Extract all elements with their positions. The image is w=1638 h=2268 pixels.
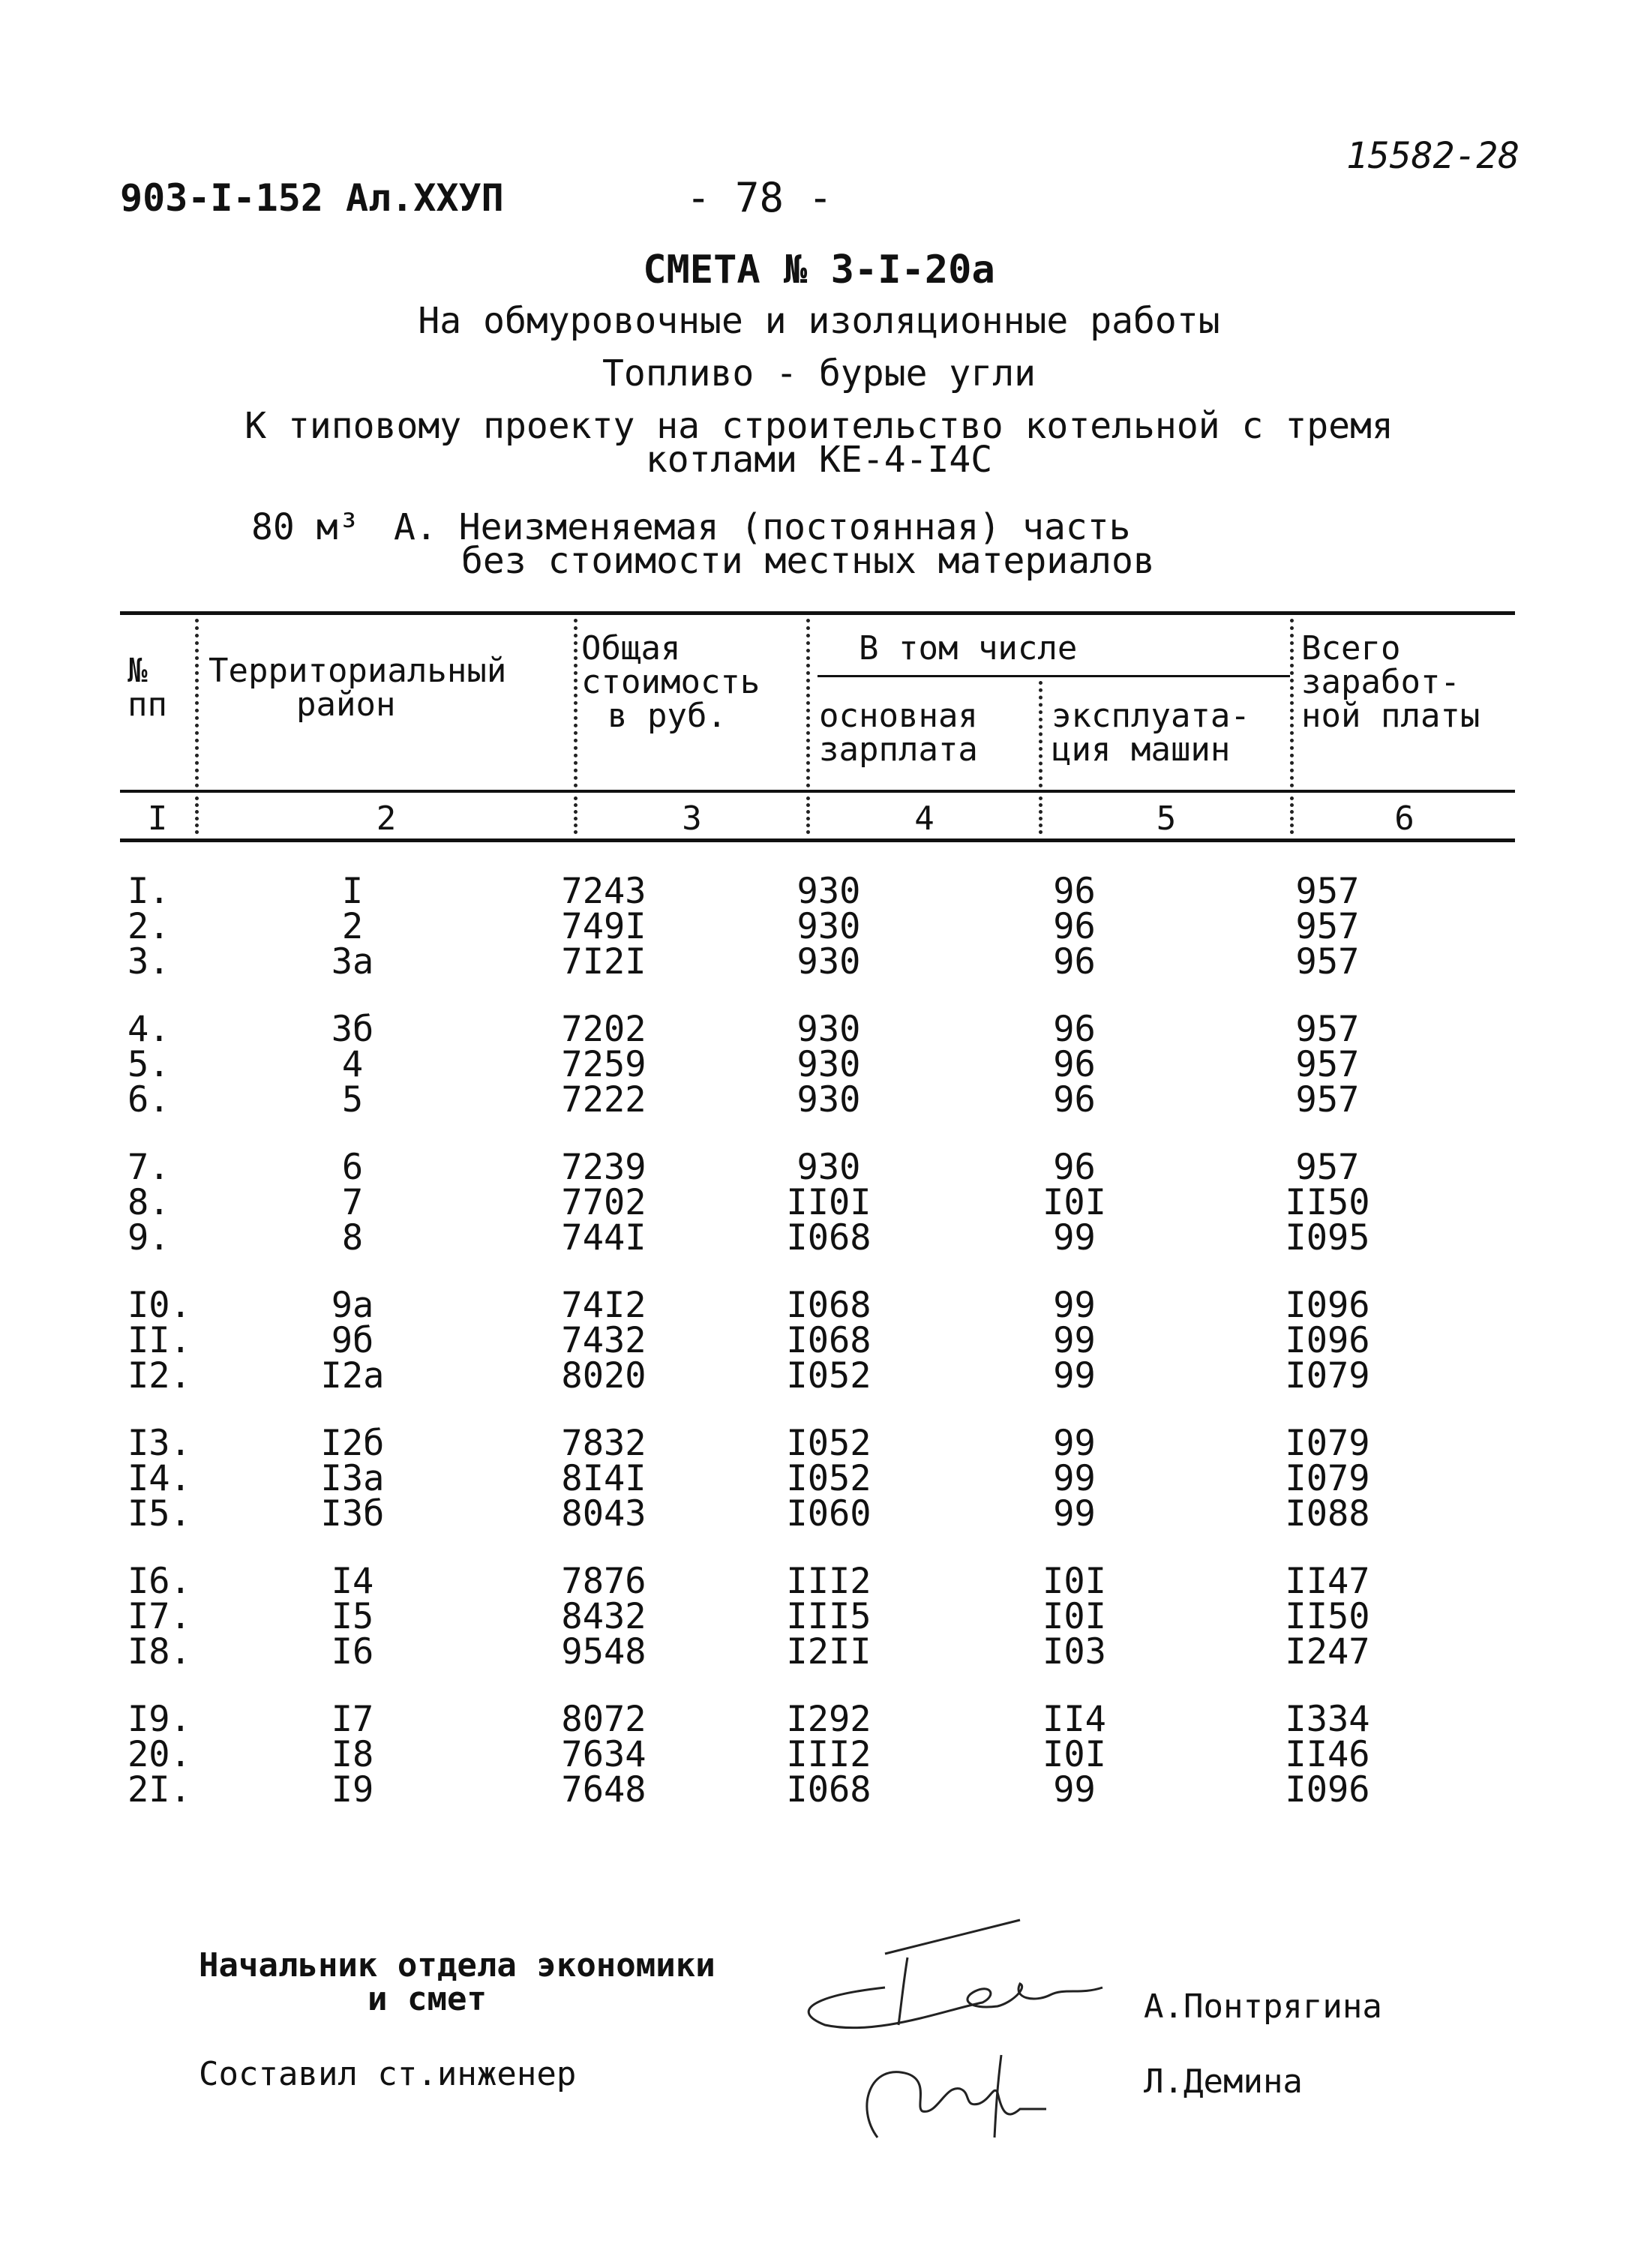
table-row (120, 1288, 1451, 1323)
title-line-2: Топливо - бурые угли (602, 352, 1036, 394)
total-cost-cell: 7876 (561, 1561, 646, 1602)
base-salary-cell: 930 (796, 906, 861, 947)
table-row (120, 1634, 1451, 1670)
document-code: 903-I-152 Ал.XXУП (120, 176, 504, 220)
footer-name-2: Л.Демина (1144, 2062, 1303, 2101)
total-cost-cell: 8020 (561, 1355, 646, 1396)
machine-cost-cell: I0I (1042, 1561, 1106, 1602)
base-salary-cell: I068 (786, 1769, 872, 1810)
territory-cell: 3а (331, 941, 374, 982)
machine-cost-cell: 96 (1053, 1009, 1096, 1050)
col-separator (806, 619, 810, 788)
total-cost-cell: 7634 (561, 1734, 646, 1775)
territory-cell: 4 (341, 1044, 364, 1085)
total-cost-cell: 7I2I (561, 941, 646, 982)
header-total-wages-2: заработ- (1301, 663, 1460, 701)
total-wages-cell: I334 (1285, 1699, 1370, 1740)
territory-cell: I7 (331, 1699, 374, 1740)
base-salary-cell: I060 (786, 1493, 872, 1534)
machine-cost-cell: 96 (1053, 1079, 1096, 1120)
total-wages-cell: I079 (1285, 1355, 1370, 1396)
territory-cell: I9 (331, 1769, 374, 1810)
header-bottom-rule (120, 790, 1515, 793)
table-row (120, 874, 1451, 909)
footer-role-1: Начальник отдела экономики (199, 1946, 716, 1984)
row-number: 5. (128, 1044, 170, 1085)
header-machine-operation-2: ция машин (1052, 730, 1231, 769)
header-no: № (128, 652, 148, 690)
col-number: 6 (1394, 800, 1414, 838)
total-cost-cell: 7222 (561, 1079, 646, 1120)
header-including: В том числе (859, 629, 1078, 668)
header-no-pp: пп (128, 686, 167, 724)
machine-cost-cell: II4 (1042, 1699, 1106, 1740)
table-row (120, 1150, 1451, 1185)
row-number: I0. (128, 1285, 191, 1326)
volume-label: 80 м³ (251, 506, 360, 548)
base-salary-cell: I292 (786, 1699, 872, 1740)
total-cost-cell: 7243 (561, 871, 646, 912)
header-territory: Территориальный (208, 652, 507, 690)
group-spacer (120, 1394, 1451, 1426)
total-wages-cell: 957 (1295, 941, 1360, 982)
row-number: I2. (128, 1355, 191, 1396)
col-separator (1290, 619, 1294, 788)
row-number: I. (128, 871, 170, 912)
row-number: I8. (128, 1631, 191, 1672)
territory-cell: 9а (331, 1285, 374, 1326)
header-total-cost-3: в руб. (608, 697, 727, 735)
total-wages-cell: 957 (1295, 1079, 1360, 1120)
total-cost-cell: 8043 (561, 1493, 646, 1534)
table-row (120, 1564, 1451, 1599)
base-salary-cell: III2 (786, 1561, 872, 1602)
machine-cost-cell: 99 (1053, 1458, 1096, 1499)
territory-cell: 2 (341, 906, 364, 947)
base-salary-cell: III5 (786, 1596, 872, 1637)
total-wages-cell: I079 (1285, 1423, 1370, 1464)
territory-cell: 3б (331, 1009, 374, 1050)
footer-name-1: А.Понтрягина (1144, 1988, 1382, 2026)
row-number: 2I. (128, 1769, 191, 1810)
total-wages-cell: 957 (1295, 871, 1360, 912)
total-wages-cell: 957 (1295, 906, 1360, 947)
group-spacer (120, 1256, 1451, 1288)
group-spacer (120, 1118, 1451, 1150)
territory-cell: I2а (320, 1355, 385, 1396)
machine-cost-cell: I0I (1042, 1734, 1106, 1775)
machine-cost-cell: 99 (1053, 1769, 1096, 1810)
table-row (120, 1702, 1451, 1737)
title-line-4: котлами КЕ-4-I4С (645, 439, 993, 481)
base-salary-cell: 930 (796, 1044, 861, 1085)
total-wages-cell: II50 (1285, 1596, 1370, 1637)
base-salary-cell: I052 (786, 1458, 872, 1499)
colnum-bottom-rule (120, 838, 1515, 842)
base-salary-cell: I052 (786, 1355, 872, 1396)
machine-cost-cell: 96 (1053, 871, 1096, 912)
territory-cell: 9б (331, 1320, 374, 1361)
row-number: 8. (128, 1182, 170, 1223)
base-salary-cell: III2 (786, 1734, 872, 1775)
total-wages-cell: 957 (1295, 1009, 1360, 1050)
territory-cell: 7 (341, 1182, 364, 1223)
machine-cost-cell: I0I (1042, 1182, 1106, 1223)
col-number: 5 (1156, 800, 1177, 838)
base-salary-cell: 930 (796, 1079, 861, 1120)
handwritten-number: 15582-28 (1346, 135, 1520, 177)
territory-cell: I4 (331, 1561, 374, 1602)
table-row (120, 1047, 1451, 1082)
row-number: I6. (128, 1561, 191, 1602)
row-number: I3. (128, 1423, 191, 1464)
table-top-rule (120, 611, 1515, 615)
row-number: 4. (128, 1009, 170, 1050)
total-cost-cell: 7702 (561, 1182, 646, 1223)
header-territory-2: район (296, 686, 396, 724)
base-salary-cell: II0I (786, 1182, 872, 1223)
total-cost-cell: 74I2 (561, 1285, 646, 1326)
total-cost-cell: 7239 (561, 1147, 646, 1188)
machine-cost-cell: I03 (1042, 1631, 1106, 1672)
total-wages-cell: I096 (1285, 1769, 1370, 1810)
machine-cost-cell: I0I (1042, 1596, 1106, 1637)
total-cost-cell: 7259 (561, 1044, 646, 1085)
table-row (120, 909, 1451, 944)
estimate-table (120, 871, 1451, 1810)
table-row (120, 1358, 1451, 1394)
table-row (120, 1737, 1451, 1772)
total-cost-cell: 8432 (561, 1596, 646, 1637)
territory-cell: I5 (331, 1596, 374, 1637)
base-salary-cell: I068 (786, 1217, 872, 1258)
territory-cell: I6 (331, 1631, 374, 1672)
territory-cell: 5 (341, 1079, 364, 1120)
title-line-3: К типовому проекту на строительство котельной с тремя (244, 405, 1394, 447)
table-row (120, 1461, 1451, 1496)
table-row (120, 944, 1451, 980)
machine-cost-cell: 99 (1053, 1355, 1096, 1396)
territory-cell: 8 (341, 1217, 364, 1258)
total-wages-cell: I079 (1285, 1458, 1370, 1499)
row-number: 2. (128, 906, 170, 947)
territory-cell: 6 (341, 1147, 364, 1188)
header-base-salary-2: зарплата (819, 730, 978, 769)
table-row (120, 1082, 1451, 1118)
total-cost-cell: 8I4I (561, 1458, 646, 1499)
table-row (120, 1323, 1451, 1358)
machine-cost-cell: 99 (1053, 1285, 1096, 1326)
group-spacer (120, 1532, 1451, 1564)
total-cost-cell: 749I (561, 906, 646, 947)
row-number: 20. (128, 1734, 191, 1775)
col-number: 4 (914, 800, 934, 838)
row-number: II. (128, 1320, 191, 1361)
total-wages-cell: I096 (1285, 1285, 1370, 1326)
total-wages-cell: I096 (1285, 1320, 1370, 1361)
machine-cost-cell: 96 (1053, 1147, 1096, 1188)
base-salary-cell: 930 (796, 1009, 861, 1050)
title-line-1: На обмуровочные и изоляционные работы (418, 300, 1220, 342)
machine-cost-cell: 96 (1053, 1044, 1096, 1085)
base-salary-cell: 930 (796, 941, 861, 982)
total-wages-cell: I095 (1285, 1217, 1370, 1258)
header-total-cost: Общая (581, 629, 681, 668)
machine-cost-cell: 96 (1053, 906, 1096, 947)
header-total-cost-2: стоимость (581, 663, 760, 701)
base-salary-cell: I2II (786, 1631, 872, 1672)
total-wages-cell: II47 (1285, 1561, 1370, 1602)
col-separator (195, 619, 199, 788)
total-cost-cell: 7202 (561, 1009, 646, 1050)
row-number: 6. (128, 1079, 170, 1120)
table-row (120, 1220, 1451, 1256)
base-salary-cell: I068 (786, 1320, 872, 1361)
total-cost-cell: 8072 (561, 1699, 646, 1740)
estimate-title: СМЕТА № 3-I-20а (643, 248, 995, 292)
total-wages-cell: 957 (1295, 1044, 1360, 1085)
row-number: 9. (128, 1217, 170, 1258)
table-row (120, 1772, 1451, 1808)
section-label: А. Неизменяемая (постоянная) часть (394, 506, 1131, 548)
machine-cost-cell: 99 (1053, 1217, 1096, 1258)
group-spacer (120, 980, 1451, 1012)
header-total-wages: Всего (1301, 629, 1401, 668)
total-wages-cell: 957 (1295, 1147, 1360, 1188)
total-wages-cell: I247 (1285, 1631, 1370, 1672)
total-cost-cell: 9548 (561, 1631, 646, 1672)
territory-cell: I2б (320, 1423, 385, 1464)
col-separator (574, 619, 578, 788)
row-number: I5. (128, 1493, 191, 1534)
page-number: - 78 - (686, 174, 833, 221)
col-number: 2 (376, 800, 397, 838)
table-row (120, 1185, 1451, 1220)
group-spacer (120, 1670, 1451, 1702)
base-salary-cell: I068 (786, 1285, 872, 1326)
table-row (120, 1599, 1451, 1634)
row-number: 3. (128, 941, 170, 982)
machine-cost-cell: 96 (1053, 941, 1096, 982)
base-salary-cell: 930 (796, 1147, 861, 1188)
table-row (120, 1496, 1451, 1532)
base-salary-cell: 930 (796, 871, 861, 912)
total-wages-cell: II46 (1285, 1734, 1370, 1775)
header-base-salary: основная (819, 697, 978, 735)
row-number: I9. (128, 1699, 191, 1740)
row-number: I7. (128, 1596, 191, 1637)
territory-cell: I3а (320, 1458, 385, 1499)
section-label-2: без стоимости местных материалов (461, 540, 1155, 582)
total-wages-cell: I088 (1285, 1493, 1370, 1534)
total-cost-cell: 7432 (561, 1320, 646, 1361)
table-row (120, 1426, 1451, 1461)
footer-role-2: Составил ст.инженер (199, 2055, 577, 2093)
machine-cost-cell: 99 (1053, 1423, 1096, 1464)
table-row (120, 1012, 1451, 1047)
base-salary-cell: I052 (786, 1423, 872, 1464)
total-wages-cell: II50 (1285, 1182, 1370, 1223)
row-number: 7. (128, 1147, 170, 1188)
col-number: I (147, 800, 168, 838)
territory-cell: I (341, 871, 364, 912)
header-total-wages-3: ной платы (1301, 697, 1480, 735)
row-number: I4. (128, 1458, 191, 1499)
total-cost-cell: 7832 (561, 1423, 646, 1464)
total-cost-cell: 7648 (561, 1769, 646, 1810)
machine-cost-cell: 99 (1053, 1493, 1096, 1534)
header-machine-operation: эксплуата- (1052, 697, 1250, 735)
territory-cell: I3б (320, 1493, 385, 1534)
signature-image (772, 1912, 1132, 2152)
footer-role-1b: и смет (368, 1980, 487, 2018)
col-number: 3 (682, 800, 702, 838)
territory-cell: I8 (331, 1734, 374, 1775)
machine-cost-cell: 99 (1053, 1320, 1096, 1361)
group-header-rule (818, 675, 1290, 677)
col-separator (1039, 681, 1042, 788)
total-cost-cell: 744I (561, 1217, 646, 1258)
